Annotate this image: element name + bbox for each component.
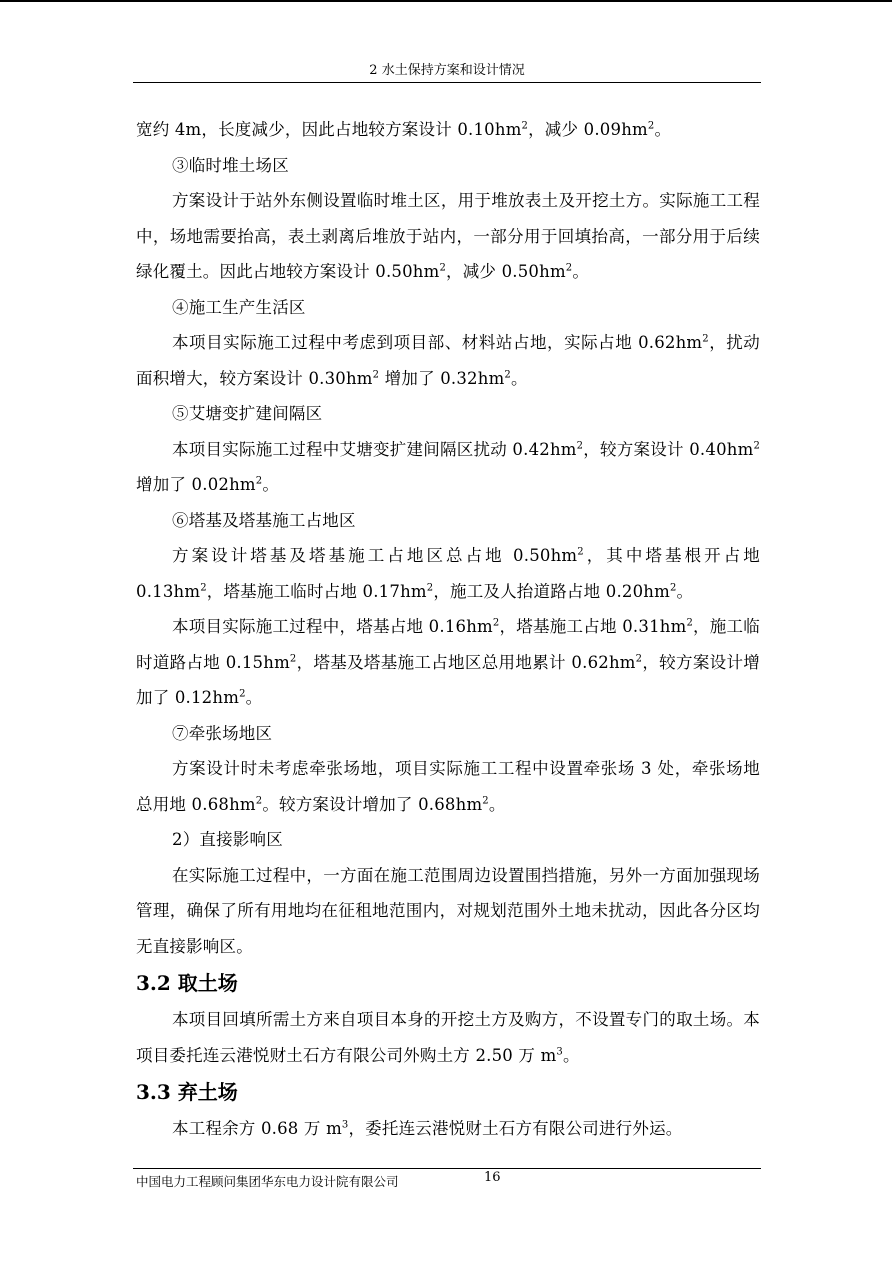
paragraph: 本工程余方 0.68 万 $m^3$，委托连云港悦财土石方有限公司进行外运。 [172, 1119, 683, 1138]
subsection-heading: ⑤艾塘变扩建间隔区 [172, 404, 323, 423]
paragraph: 宽约 4m，长度减少，因此占地较方案设计 $0.10hm^2$，减少 $0.09hm^2$。 [136, 120, 672, 139]
subsection-heading: ⑦牵张场地区 [172, 723, 273, 743]
document-body [136, 112, 760, 1147]
header-divider [133, 82, 761, 83]
footer-divider [133, 1168, 761, 1169]
paragraph: 本项目回填所需土方来自项目本身的开挖土方及购方，不设置专门的取土场。本项目委托连云港悦财土石方有限公司外购土方 2.50 万 $m^3$。 [136, 1010, 760, 1065]
paragraph: 方案设计于站外东侧设置临时堆土区，用于堆放表土及开挖土方。实际施工工程中，场地需要抬高，表土剥离后堆放于站内，一部分用于回填抬高，一部分用于后续绿化覆土。因此占地较方案设计 $0.50hm^2$，减少 $0.50hm^2$。 [136, 191, 760, 281]
subsection-heading: ⑥塔基及塔基施工占地区 [172, 510, 356, 530]
section-heading: 3.2 取土场 [136, 971, 238, 995]
subsection-heading: 2）直接影响区 [172, 830, 283, 849]
subsection-heading: ③临时堆土场区 [172, 155, 289, 175]
paragraph: 在实际施工过程中，一方面在施工范围周边设置围挡措施，另外一方面加强现场管理，确保了所有用地均在征租地范围内，对规划范围外土地未扰动，因此各分区均无直接影响区。 [136, 865, 760, 956]
paragraph: 方案设计时未考虑牵张场地，项目实际施工工程中设置牵张场 3 处，牵张场地总用地 $0.68hm^2$。较方案设计增加了 $0.68hm^2$。 [136, 759, 760, 814]
subsection-heading: ④施工生产生活区 [172, 297, 306, 317]
paragraph: 方案设计塔基及塔基施工占地区总占地 $0.50hm^2$，其中塔基根开占地 $0.13hm^2$，塔基施工临时占地 $0.17hm^2$，施工及人抬道路占地 $0.20hm^2$。 [136, 546, 760, 601]
section-heading: 3.3 弃土场 [136, 1080, 238, 1104]
paragraph: 本项目实际施工过程中，塔基占地 $0.16hm^2$，塔基施工占地 $0.31hm^2$，施工临时道路占地 $0.15hm^2$，塔基及塔基施工占地区总用地累计 $0.62hm^2$，较方案设计增加了 $0.12hm^2$。 [136, 617, 761, 707]
paragraph: 本项目实际施工过程中艾塘变扩建间隔区扰动 $0.42hm^2$，较方案设计 $0.40hm^2$ 增加了 $0.02hm^2$。 [136, 439, 760, 494]
footer-organization: 中国电力工程顾问集团华东电力设计院有限公司 [136, 1174, 399, 1189]
top-border [0, 0, 892, 2]
page-header: 2 水土保持方案和设计情况 [369, 63, 525, 78]
page-number: 16 [484, 1170, 501, 1185]
paragraph: 本项目实际施工过程中考虑到项目部、材料站占地，实际占地 $0.62hm^2$，扰动面积增大，较方案设计 $0.30hm^2$ 增加了 $0.32hm^2$。 [136, 333, 760, 388]
